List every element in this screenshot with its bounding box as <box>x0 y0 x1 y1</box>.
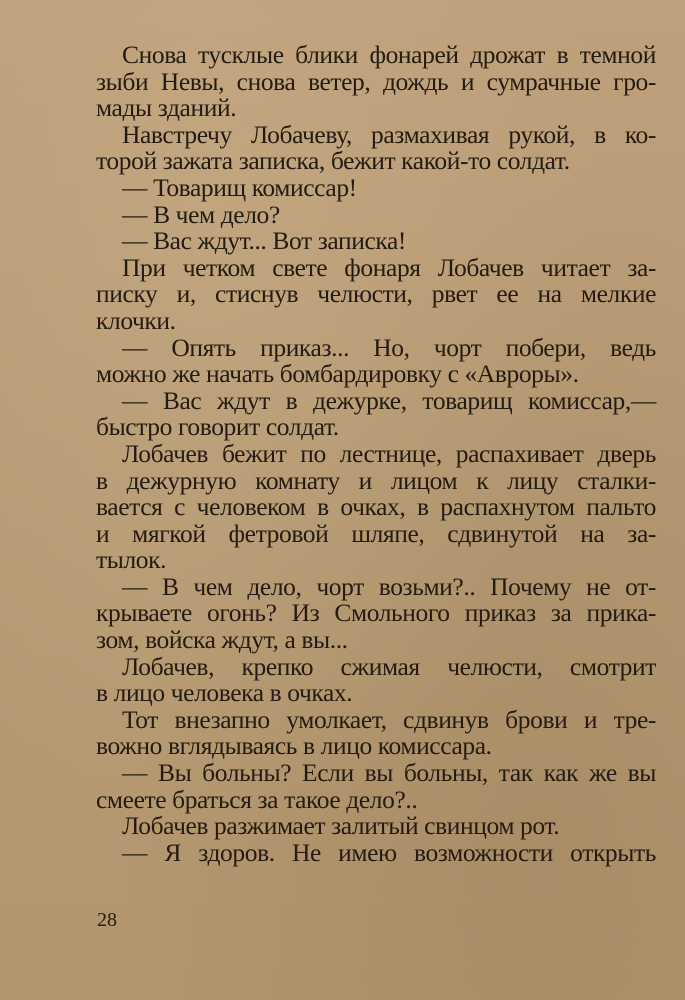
text-line: в дежурную комнату и лицом к лицу сталки- <box>96 465 656 495</box>
text-line: вается с человеком в очках, в распахнутом пальто <box>96 492 656 522</box>
text-line: тылок. <box>96 545 167 575</box>
text-line: клочки. <box>96 305 176 335</box>
text-line: — В чем дело, чорт возьми?.. Почему не от- <box>122 571 656 601</box>
text-line: зыби Невы, снова ветер, дождь и сумрачные гро- <box>96 66 656 96</box>
page-number: 28 <box>97 909 117 931</box>
text-line: — Товарищ комиссар! <box>122 172 357 202</box>
text-line: можно же начать бомбардировку с «Авроры». <box>96 359 579 389</box>
text-line: Лобачев бежит по лестнице, распахивает дверь <box>122 438 656 468</box>
text-line: — Вас ждут... Вот записка! <box>122 226 406 256</box>
text-line: зом, войска ждут, а вы... <box>96 625 348 655</box>
text-line: Тот внезапно умолкает, сдвинув брови и тре- <box>122 704 656 734</box>
text-line: — Опять приказ... Но, чорт побери, ведь <box>122 332 656 362</box>
text-line: — В чем дело? <box>122 199 280 229</box>
text-line: вожно вглядываясь в лицо комиссара. <box>96 731 492 761</box>
text-line: Лобачев, крепко сжимая челюсти, смотрит <box>122 651 656 681</box>
text-line: Навстречу Лобачеву, размахивая рукой, в ко- <box>122 119 656 149</box>
text-line: Лобачев разжимает залитый свинцом рот. <box>122 811 560 841</box>
text-line: — Я здоров. Не имею возможности открыть <box>122 837 656 867</box>
text-line: и мягкой фетровой шляпе, сдвинутой на за- <box>96 518 656 548</box>
text-line: в лицо человека в очках. <box>96 678 353 708</box>
text-line: Снова тусклые блики фонарей дрожат в темной <box>122 40 656 69</box>
text-line: смеете браться за такое дело?.. <box>96 784 418 814</box>
text-line: быстро говорит солдат. <box>96 412 339 442</box>
text-line: — Вас ждут в дежурке, товарищ комиссар,— <box>122 385 656 415</box>
text-line: торой зажата записка, бежит какой-то солдат. <box>96 146 570 176</box>
text-line: — Вы больны? Если вы больны, так как же вы <box>122 758 656 788</box>
text-line: крываете огонь? Из Смольного приказ за прика- <box>96 598 656 628</box>
text-line: мады зданий. <box>96 93 237 123</box>
body-text <box>96 42 656 866</box>
text-line: писку и, стиснув челюсти, рвет ее на мелкие <box>96 279 656 309</box>
text-line: При четком свете фонаря Лобачев читает за- <box>122 252 656 282</box>
